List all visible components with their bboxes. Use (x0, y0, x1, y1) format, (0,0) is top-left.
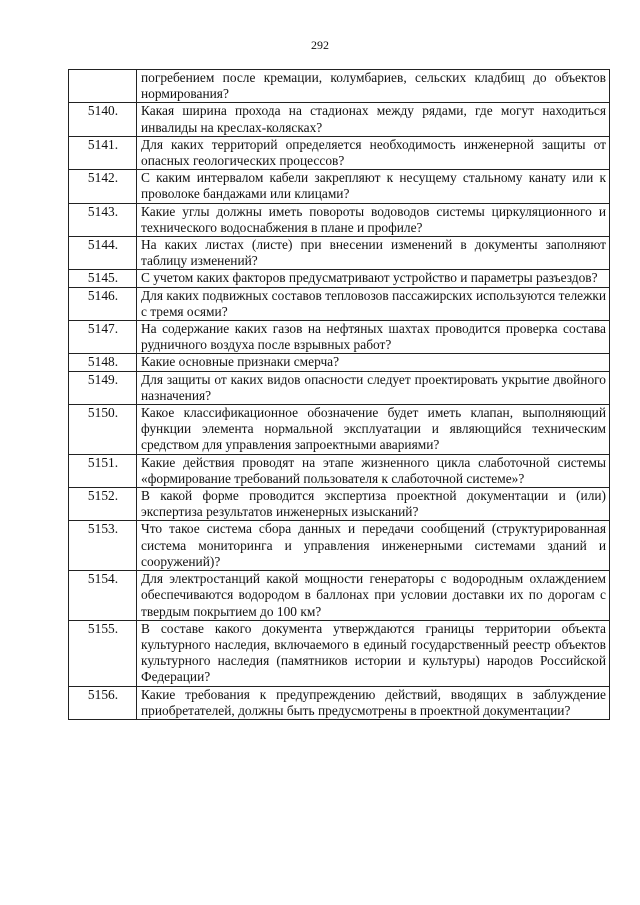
table-row (69, 70, 610, 103)
question-text: Для электростанций какой мощности генераторы с водородным охлаждением обеспечиваются водородом в баллонах при условии доставки их по дорогам с твердым покрытием до 100 км? (137, 571, 610, 621)
table-row (69, 136, 610, 169)
question-text: Какое классификационное обозначение будет иметь клапан, выполняющий функции элемента нормальной эксплуатации и являющийся техническим средством для управления запроектными авариями? (137, 405, 610, 455)
question-number: 5154. (69, 571, 137, 621)
question-number: 5143. (69, 203, 137, 236)
question-text: Какие действия проводят на этапе жизненного цикла слаботочной системы «формирование требований пользователя к слаботочной системе»? (137, 454, 610, 487)
table-row (69, 237, 610, 270)
question-number: 5141. (69, 136, 137, 169)
question-text: На содержание каких газов на нефтяных шахтах проводится проверка состава рудничного воздуха после взрывных работ? (137, 321, 610, 354)
table-row (69, 488, 610, 521)
question-text: Что такое система сбора данных и передачи сообщений (структурированная система мониторинга и управления инженерными системами зданий и сооружений)? (137, 521, 610, 571)
question-number: 5140. (69, 103, 137, 136)
table-row (69, 620, 610, 686)
table-row (69, 686, 610, 719)
page-number: 292 (311, 38, 329, 52)
question-text: Какие углы должны иметь повороты водоводов системы циркуляционного и технического водоснабжения в плане и профиле? (137, 203, 610, 236)
question-number: 5156. (69, 686, 137, 719)
table-row (69, 521, 610, 571)
question-text: Для каких территорий определяется необходимость инженерной защиты от опасных геологических процессов? (137, 136, 610, 169)
question-text: Какие требования к предупреждению действий, вводящих в заблуждение приобретателей, должны быть предусмотрены в проектной документации? (137, 686, 610, 719)
question-text: погребением после кремации, колумбариев, сельских кладбищ до объектов нормирования? (137, 70, 610, 103)
table-row (69, 354, 610, 371)
question-number: 5149. (69, 371, 137, 404)
table-row (69, 454, 610, 487)
question-number: 5146. (69, 287, 137, 320)
question-number: 5150. (69, 405, 137, 455)
table-row (69, 287, 610, 320)
table-row (69, 371, 610, 404)
question-text: С учетом каких факторов предусматривают устройство и параметры разъездов? (137, 270, 610, 287)
question-number: 5142. (69, 170, 137, 203)
table-row (69, 571, 610, 621)
question-text: С каким интервалом кабели закрепляют к несущему стальному канату или к проволоке бандажами или клицами? (137, 170, 610, 203)
table-row (69, 405, 610, 455)
question-number: 5152. (69, 488, 137, 521)
question-text: Какая ширина прохода на стадионах между рядами, где могут находиться инвалиды на креслах-колясках? (137, 103, 610, 136)
questions-table (68, 69, 610, 720)
question-number: 5155. (69, 620, 137, 686)
question-text: Какие основные признаки смерча? (137, 354, 610, 371)
question-text: Для защиты от каких видов опасности следует проектировать укрытие двойного назначения? (137, 371, 610, 404)
question-number: 5153. (69, 521, 137, 571)
question-number: 5144. (69, 237, 137, 270)
question-number: 5148. (69, 354, 137, 371)
table-row (69, 203, 610, 236)
table-row (69, 103, 610, 136)
question-text: В какой форме проводится экспертиза проектной документации и (или) экспертиза результатов инженерных изысканий? (137, 488, 610, 521)
question-number: 5147. (69, 321, 137, 354)
question-number (69, 70, 137, 103)
question-number: 5145. (69, 270, 137, 287)
question-text: На каких листах (листе) при внесении изменений в документы заполняют таблицу изменений? (137, 237, 610, 270)
table-row (69, 170, 610, 203)
question-number: 5151. (69, 454, 137, 487)
table-row (69, 321, 610, 354)
question-text: В составе какого документа утверждаются границы территории объекта культурного наследия, включаемого в единый государственный реестр объектов культурного наследия (памятников истории и культуры) народов Российской Федерации? (137, 620, 610, 686)
table-row (69, 270, 610, 287)
question-text: Для каких подвижных составов тепловозов пассажирских используются тележки с тремя осями? (137, 287, 610, 320)
